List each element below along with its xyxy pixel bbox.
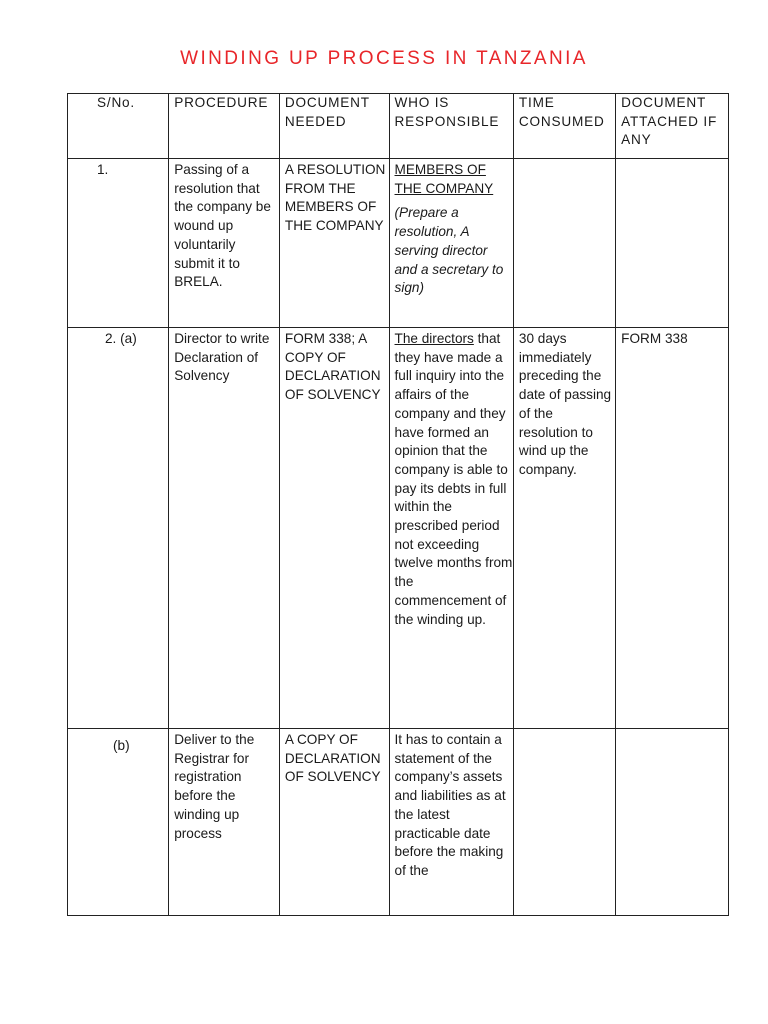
row-procedure bbox=[169, 328, 280, 729]
row-who-text: It has to contain a statement of the company’s assets and liabilities as at the latest practicable date before the making of the bbox=[394, 732, 506, 878]
row-who-text bbox=[395, 328, 513, 629]
row-sno-text: 2. (a) bbox=[105, 331, 137, 346]
table-row bbox=[68, 729, 729, 916]
row-who-responsible bbox=[389, 159, 513, 328]
row-sno bbox=[68, 328, 169, 729]
row-document-needed bbox=[279, 328, 389, 729]
row-time-text: 30 days immediately preceding the date of passing of the resolution to wind up the company. bbox=[518, 331, 612, 477]
row-procedure bbox=[169, 729, 280, 916]
header-document-needed: DOCUMENT NEEDED bbox=[279, 94, 389, 159]
row-procedure-text: Passing of a resolution that the company be wound up voluntarily submit it to BRELA. bbox=[174, 162, 271, 290]
header-time-consumed: TIME CONSUMED bbox=[513, 94, 615, 159]
row-procedure-text: Director to write Declaration of Solvency bbox=[174, 331, 270, 384]
page-title: WINDING UP PROCESS IN TANZANIA bbox=[180, 48, 588, 69]
row-document-attached bbox=[616, 159, 729, 328]
header-procedure: PROCEDURE bbox=[169, 94, 280, 159]
row-procedure-text: Deliver to the Registrar for registration before the winding up process bbox=[174, 732, 255, 841]
row-document-needed bbox=[279, 159, 389, 328]
row-document-needed-text: A RESOLUTION FROM THE MEMBERS OF THE COMPANY bbox=[284, 162, 386, 234]
header-document-attached: DOCUMENT ATTACHED IF ANY bbox=[616, 94, 729, 159]
row-document-attached bbox=[616, 328, 729, 729]
row-document-needed-text: FORM 338; A COPY OF DECLARATION OF SOLVENCY bbox=[284, 331, 381, 403]
table-row bbox=[68, 328, 729, 729]
row-document-needed bbox=[279, 729, 389, 916]
row-attached-text: FORM 338 bbox=[621, 331, 688, 346]
row-time-consumed bbox=[513, 729, 615, 916]
row-document-attached bbox=[616, 729, 729, 916]
row-who-responsible bbox=[389, 328, 513, 729]
row-time-consumed bbox=[513, 159, 615, 328]
row-sno bbox=[68, 159, 169, 328]
row-sno bbox=[68, 729, 169, 916]
row-sno-text: 1. bbox=[97, 162, 109, 177]
row-document-needed-text: A COPY OF DECLARATION OF SOLVENCY bbox=[284, 732, 381, 785]
winding-up-table bbox=[67, 93, 729, 916]
row-who-responsible bbox=[389, 729, 513, 916]
row-time-consumed bbox=[513, 328, 615, 729]
table-row bbox=[68, 159, 729, 328]
row-who-rest: that they have made a full inquiry into the affairs of the company and they have formed an opinion that the company is able to pay its debts in full within the prescribed period not exceeding twelve months from the commencement of the winding up. bbox=[394, 331, 513, 627]
row-procedure bbox=[169, 159, 280, 328]
row-who-note: (Prepare a resolution, A serving director and a secretary to sign) bbox=[394, 205, 504, 296]
header-who-responsible: WHO IS RESPONSIBLE bbox=[389, 94, 513, 159]
row-who-underlined: The directors bbox=[394, 331, 474, 346]
row-who-underlined: MEMBERS OF THE COMPANY bbox=[394, 162, 494, 196]
header-sno: S/No. bbox=[68, 94, 169, 159]
table-header-row bbox=[68, 94, 729, 159]
row-sno-text: (b) bbox=[113, 738, 130, 753]
